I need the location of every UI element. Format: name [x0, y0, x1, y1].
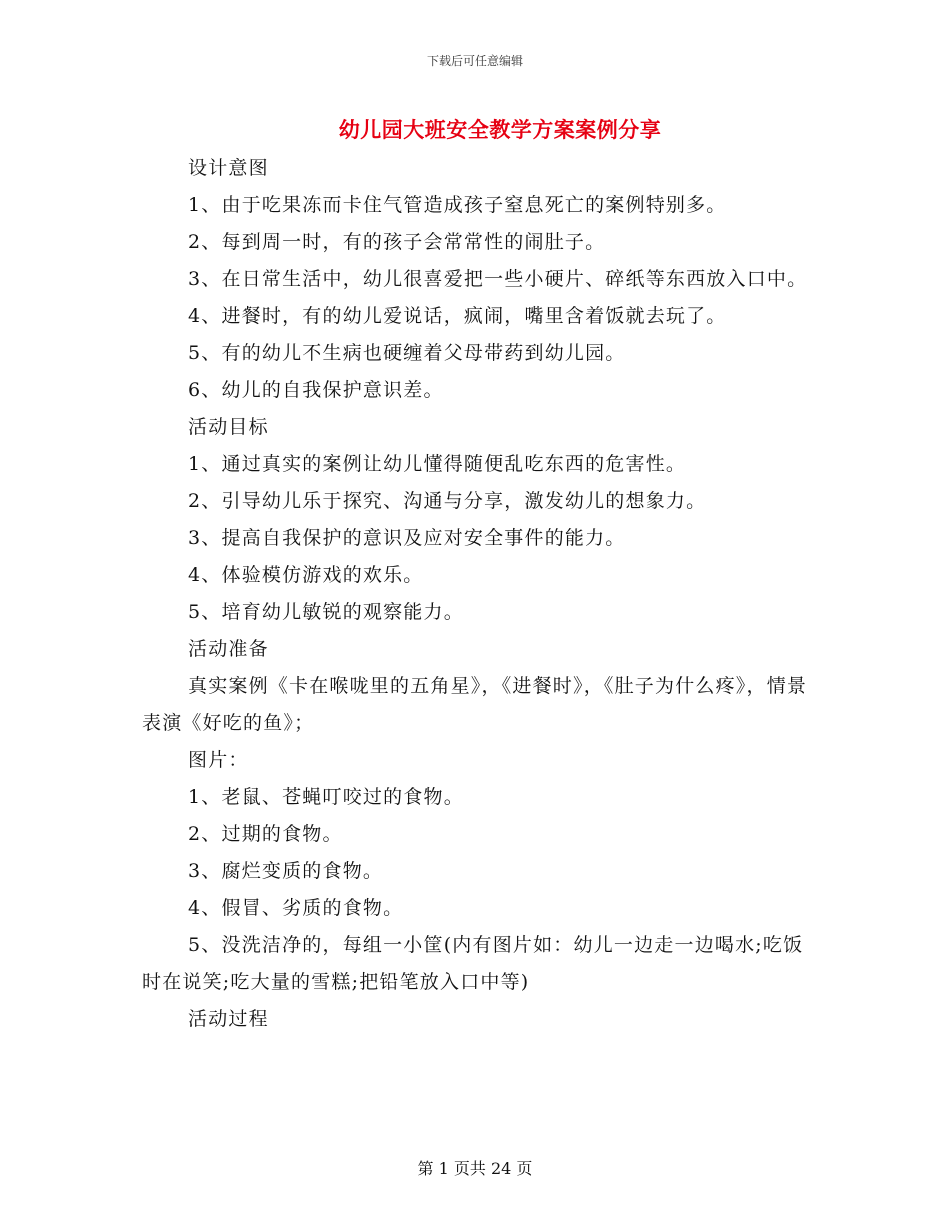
list-item: 6、幼儿的自我保护意识差。 [188, 379, 444, 401]
list-item: 3、提高自我保护的意识及应对安全事件的能力。 [188, 527, 626, 549]
section-heading-activity-preparation: 活动准备 [188, 638, 269, 660]
list-item: 4、假冒、劣质的食物。 [188, 897, 404, 919]
section-heading-activity-process: 活动过程 [188, 1008, 269, 1030]
document-title: 幼儿园大班安全教学方案案例分享 [338, 117, 662, 142]
list-item: 2、过期的食物。 [188, 823, 343, 845]
list-item: 1、通过真实的案例让幼儿懂得随便乱吃东西的危害性。 [188, 453, 687, 475]
list-item: 2、每到周一时，有的孩子会常常性的闹肚子。 [188, 231, 606, 253]
list-item: 1、老鼠、苍蝇叮咬过的食物。 [188, 786, 464, 808]
list-item: 5、有的幼儿不生病也硬缠着父母带药到幼儿园。 [188, 342, 626, 364]
list-item: 3、在日常生活中，幼儿很喜爱把一些小硬片、碎纸等东西放入口中。 [188, 268, 808, 290]
preparation-text: 真实案例《卡在喉咙里的五角星》，《进餐时》，《肚子为什么疼》，情景表演《好吃的鱼》； [142, 675, 808, 734]
section-heading-activity-goals: 活动目标 [188, 416, 269, 438]
list-item: 1、由于吃果冻而卡住气管造成孩子窒息死亡的案例特别多。 [188, 194, 727, 216]
section-heading-design-intent: 设计意图 [188, 157, 269, 179]
page-footer: 第 1 页共 24 页 [417, 1159, 533, 1178]
pictures-label: 图片： [188, 749, 249, 771]
document-body [142, 150, 810, 1038]
list-item: 3、腐烂变质的食物。 [188, 860, 384, 882]
list-item: 4、进餐时，有的幼儿爱说话，疯闹，嘴里含着饭就去玩了。 [188, 305, 727, 327]
list-item: 4、体验模仿游戏的欢乐。 [188, 564, 424, 586]
list-item: 2、引导幼儿乐于探究、沟通与分享，激发幼儿的想象力。 [188, 490, 707, 512]
header-note: 下载后可任意编辑 [426, 54, 523, 68]
list-item: 5、没洗洁净的，每组一小筐(内有图片如：幼儿一边走一边喝水;吃饭时在说笑;吃大量的雪糕;把铅笔放入口中等) [142, 934, 804, 993]
list-item: 5、培育幼儿敏锐的观察能力。 [188, 601, 464, 623]
